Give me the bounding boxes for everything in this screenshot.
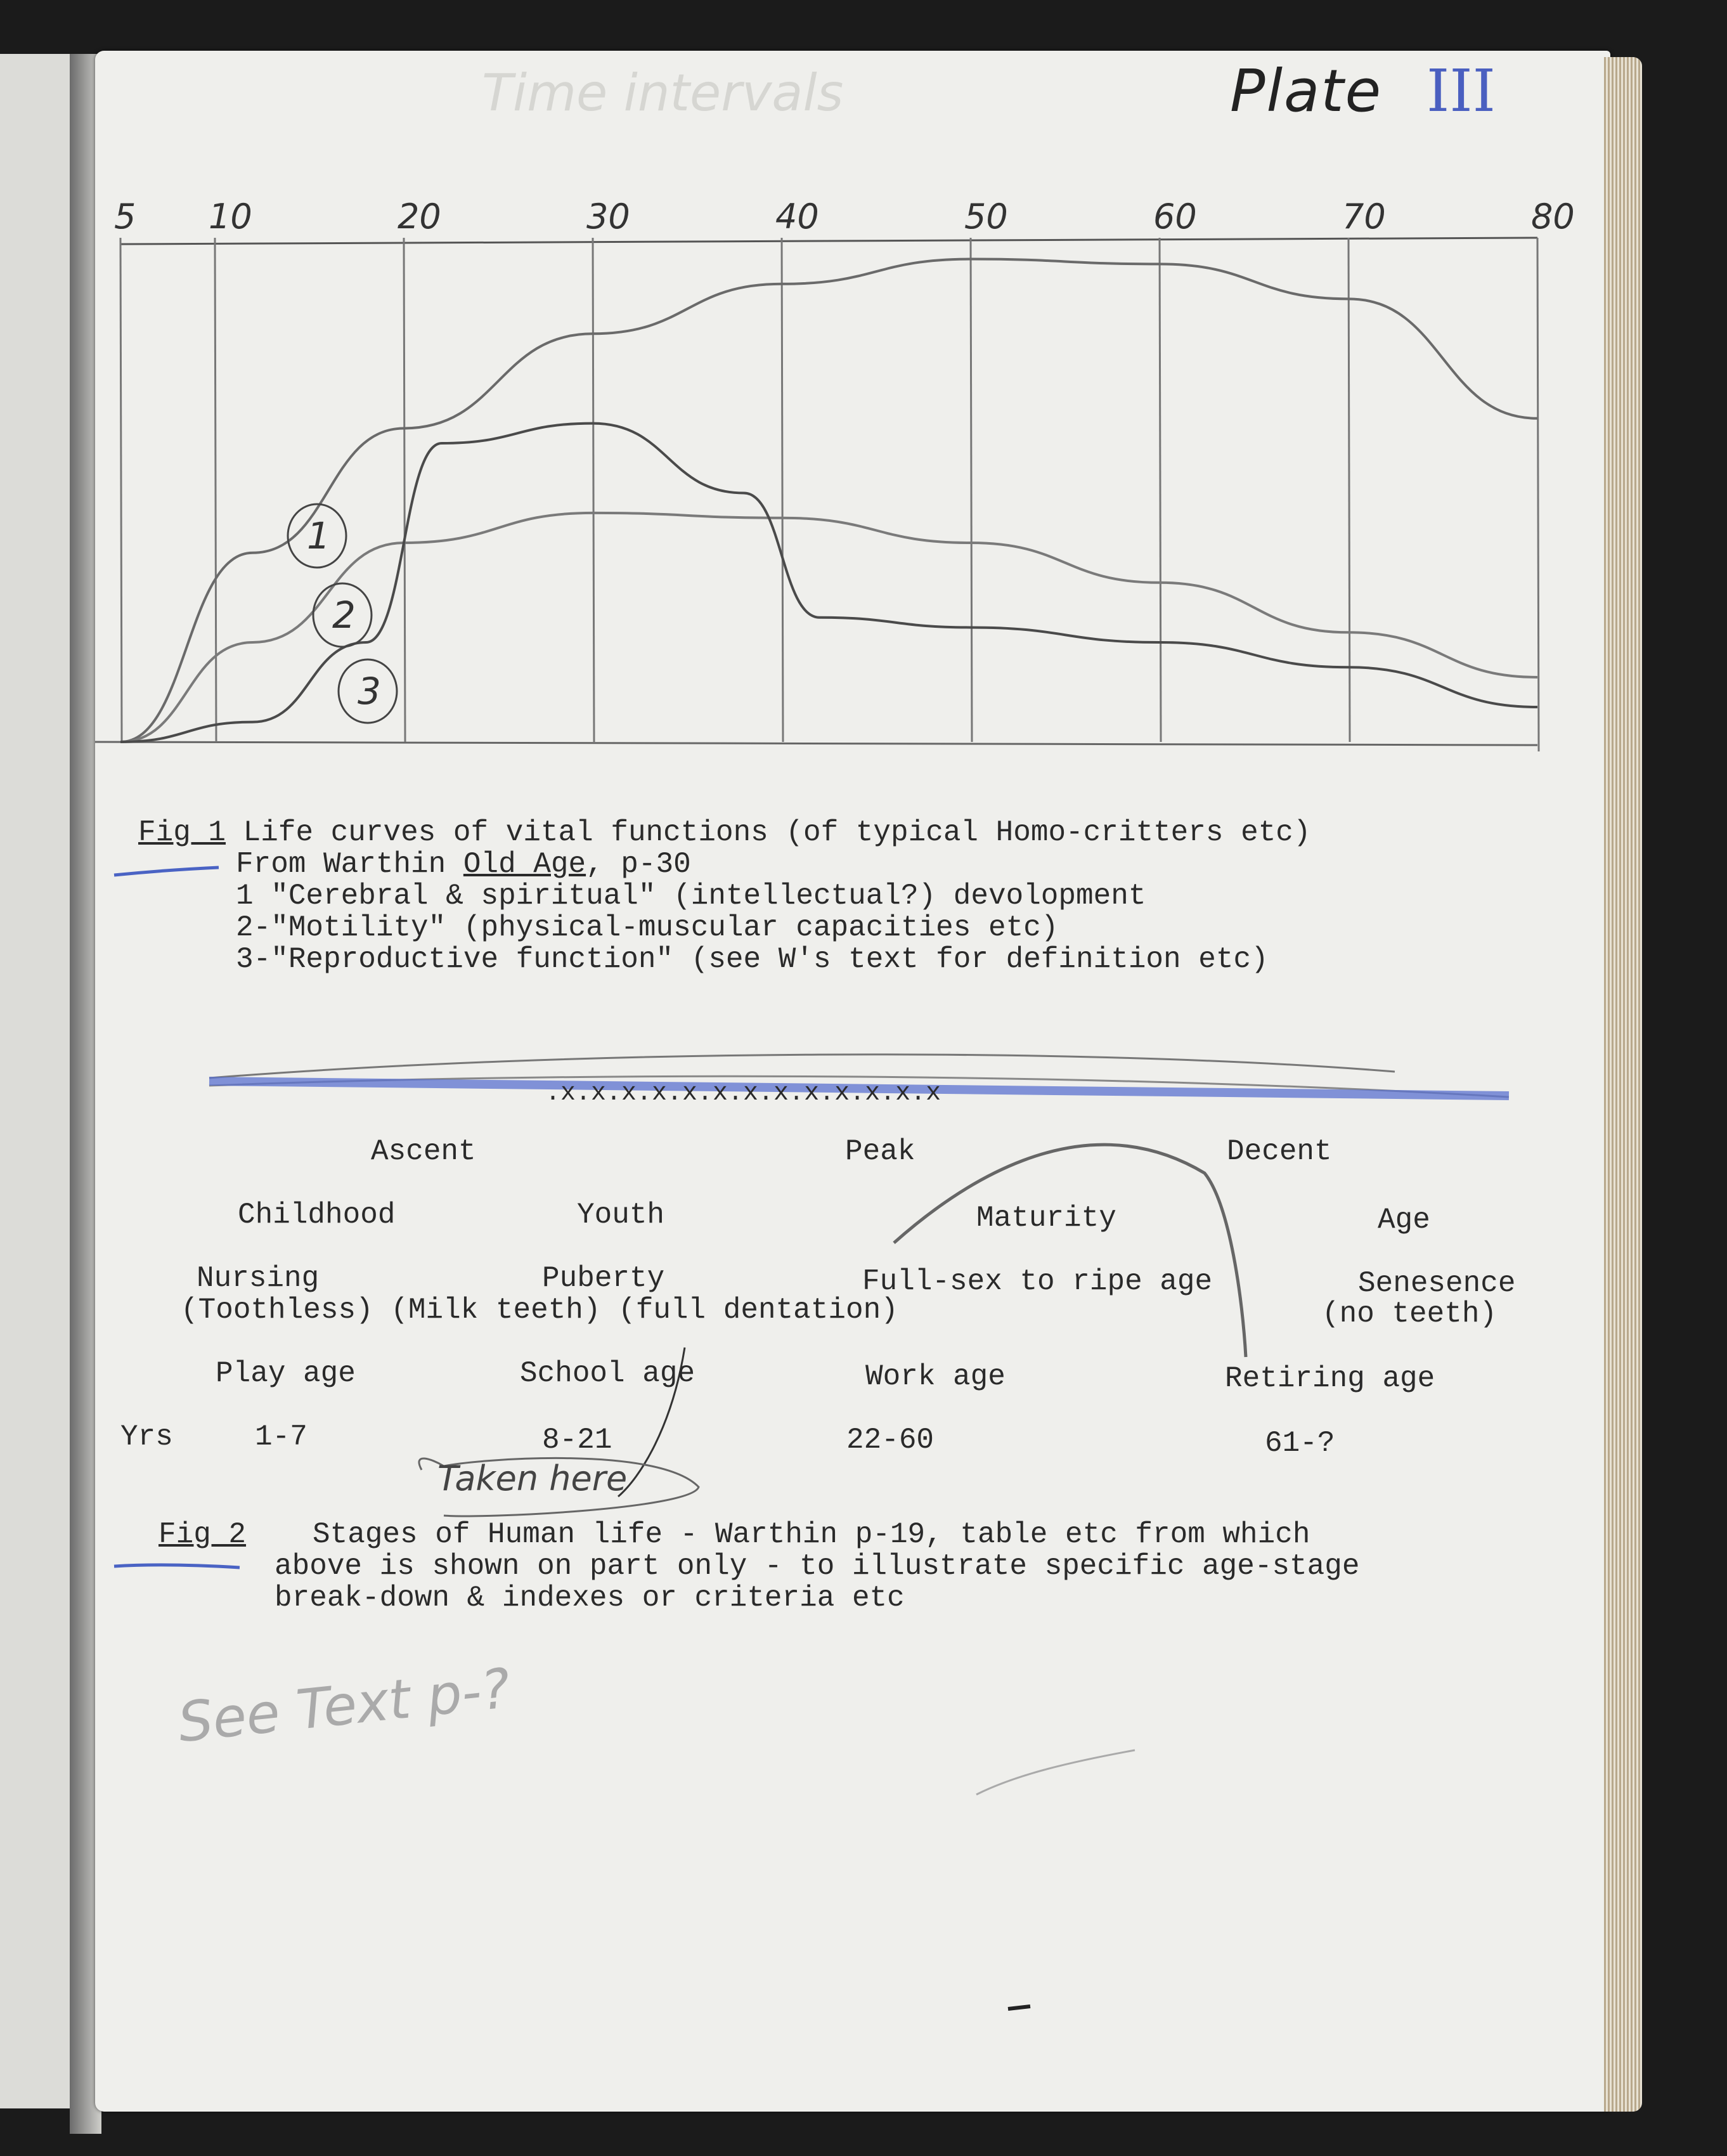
pencil-swoosh <box>209 1055 1395 1078</box>
see-text-note: See Text p-? <box>175 1656 514 1755</box>
stage-ascent: Ascent <box>371 1135 476 1168</box>
fig1-caption-line3: 1 "Cerebral & spiritual" (intellectual?) devolopment <box>236 880 1146 912</box>
typed-divider: .x.x.x.x.x.x.x.x.x.x.x.x.x <box>545 1079 941 1108</box>
stage-childhood: Childhood <box>238 1198 396 1231</box>
years-work: 22-60 <box>846 1424 935 1457</box>
faint-heading: Time intervals <box>482 63 844 122</box>
years-label: Yrs <box>120 1420 173 1453</box>
tick-label-60: 60 <box>1153 197 1197 237</box>
stage-decent: Decent <box>1227 1135 1332 1168</box>
stage-maturity: Maturity <box>976 1202 1116 1235</box>
plate-label: Plate <box>1230 57 1383 125</box>
tick-label-40: 40 <box>775 197 819 237</box>
tick-label-50: 50 <box>964 197 1008 237</box>
tick-label-70: 70 <box>1342 197 1386 237</box>
stage-teeth-notes: (Toothless) (Milk teeth) (full dentation) <box>181 1294 898 1327</box>
blue-margin-mark-1 <box>114 867 219 875</box>
ink-mark <box>1008 2006 1030 2009</box>
fig1-caption-line4: 2-"Motility" (physical-muscular capacities etc) <box>236 911 1059 944</box>
years-school: 8-21 <box>542 1424 612 1457</box>
taken-here-note: Taken here <box>437 1458 628 1498</box>
fig2-caption-line1: Stages of Human life - Warthin p-19, table etc from which <box>313 1518 1310 1551</box>
stage-peak: Peak <box>845 1135 915 1168</box>
stage-no-teeth: (no teeth) <box>1322 1297 1497 1330</box>
fig2-caption-line3: break-down & indexes or criteria etc <box>275 1581 905 1614</box>
stage-senesence: Senesence <box>1358 1267 1516 1300</box>
years-retiring: 61-? <box>1265 1427 1335 1460</box>
fig1-source-prefix: From Warthin <box>236 848 463 881</box>
curve-label-2: 2 <box>332 594 356 637</box>
pencil-faint-scribble <box>976 1750 1135 1795</box>
fig1-source-book: Old Age <box>463 848 586 881</box>
stage-full-sex: Full-sex to ripe age <box>862 1265 1213 1298</box>
fig2-label-text: Fig 2 <box>158 1518 247 1551</box>
years-play: 1-7 <box>255 1420 307 1453</box>
fig1-title: Life curves of vital functions (of typical Homo-critters etc) <box>243 816 1311 849</box>
stage-youth: Youth <box>577 1198 665 1231</box>
stage-age: Age <box>1378 1204 1430 1237</box>
pencil-arrow-stroke <box>894 1145 1246 1357</box>
tick-label-10: 10 <box>209 197 252 237</box>
fig1-caption-line5: 3-"Reproductive function" (see W's text for definition etc) <box>236 943 1269 976</box>
fig1-source-page: , p-30 <box>586 848 691 881</box>
curve-label-3: 3 <box>358 670 381 713</box>
tick-label-20: 20 <box>398 197 441 237</box>
tick-label-30: 30 <box>586 197 630 237</box>
stage-puberty: Puberty <box>542 1262 665 1295</box>
fig1-label: Fig 1 <box>138 816 226 849</box>
tick-label-5: 5 <box>114 197 136 237</box>
plate-number: III <box>1426 57 1496 125</box>
stage-retiring-age: Retiring age <box>1225 1362 1435 1395</box>
stage-school-age: School age <box>520 1357 695 1390</box>
curve-label-1: 1 <box>307 514 330 557</box>
fig2-label <box>158 1519 246 1550</box>
stage-nursing: Nursing <box>197 1262 320 1295</box>
fig2-caption-line2: above is shown on part only - to illustrate specific age-stage <box>275 1550 1360 1583</box>
stage-work-age: Work age <box>865 1360 1006 1393</box>
tick-label-80: 80 <box>1531 197 1575 237</box>
blue-margin-mark-2 <box>114 1565 240 1568</box>
stage-play-age: Play age <box>216 1357 356 1390</box>
